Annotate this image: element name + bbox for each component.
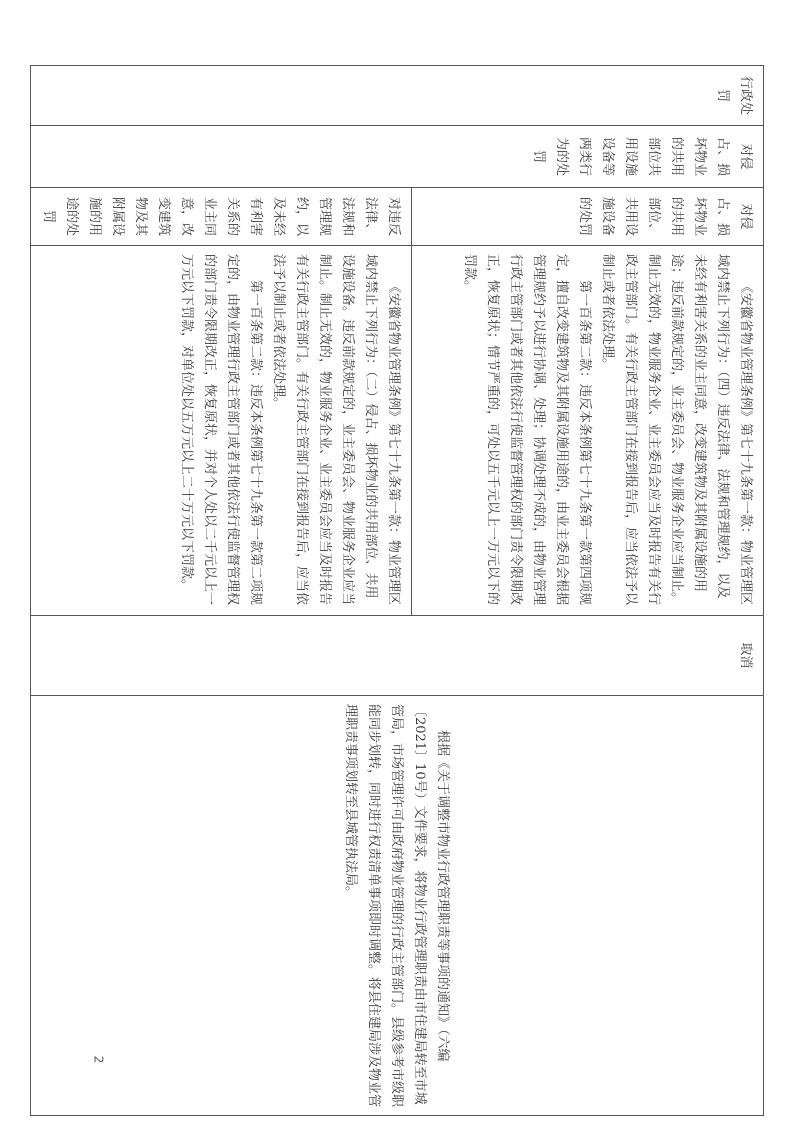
basis-1-para-1: 《安徽省物业管理条例》第七十九条第一款：物业管理区域内禁止下列行为：（四）违反法律、法规和管理规约，以及未经有利害关系的业主同意，改变建筑物及其附属设施的用途；违反前款规定的，业主委员会、物业服务企业应当制止。制止无效的，物业服务企业、业主委员会应当及时报告有关行政主管部门。有关行政主管部门在接到报告后，应当依法予以制止或者依法处理。 <box>600 254 753 606</box>
rotated-document-page <box>41 65 764 1115</box>
item-cell <box>31 126 764 188</box>
sub-item-2-name: 对违反法律、法规和管理规约，以及未经有利害关系的业主同意，改变建筑物及其附属设施的用途的处罚 <box>41 196 401 236</box>
sub-item-2-cell <box>31 188 412 246</box>
remark-cell <box>31 696 764 1116</box>
power-list-table <box>30 65 764 1116</box>
page-number <box>90 1056 109 1064</box>
sub-item-1-cell <box>412 188 764 246</box>
basis-1-cell <box>412 246 764 616</box>
category-cell <box>31 66 764 126</box>
basis-2-cell <box>31 246 412 616</box>
basis-2-para-2: 第一百条第二款：违反本条例第七十九条第一款第二项规定的，由物业管理行政主管部门或者其他依法行使监督管理权的部门责令限期改正，恢复原状，并对个人处以二千元以上一万元以下罚款，对单位处以五万元以上二十万元以下罚款。 <box>179 254 263 606</box>
category-text: 行政处罚 <box>715 75 753 115</box>
page-number-text: 2 <box>91 1055 106 1064</box>
basis-2-para-1: 《安徽省物业管理条例》第七十九条第一款：物业管理区域内禁止下列行为：（二）侵占、损坏物业的共用部位、共用设施设备。违反前款规定的，业主委员会、物业服务企业应当制止。制止无效的，物业服务企业、业主委员会应当及时报告有关行政主管部门。有关行政主管部门在接到报告后，应当依法予以制止或者依法处理。 <box>271 254 401 606</box>
remark-text: 根据《关于调整市物业行政管理职责等事项的通知》（六编〔2021〕10号）文件要求，将物业行政管理职责由市住建局转至市城管局，市场管理许可由政府物业管理的行政主管部门。县级参考市级职能同步划转，同时进行权责清单事项即时调整。将县住建局涉及物业管理职责事项划转至县城管执法局。 <box>343 704 451 1108</box>
sub-item-1-name: 对侵占、损坏物业的共用部位、共用设施设备的处罚 <box>577 196 753 236</box>
basis-1-para-2: 第一百条第二款：违反本条例第七十九条第一款第四项规定，擅自改变建筑物及其附属设施用途的，由业主委员会根据管理规约予以进行协调、处理；协调处理不成的，由物业管理行政主管部门或者其他依法行使监督管理权的部门责令限期改正，恢复原状；情节严重的，可处以五千元以上一万元以下的罚款。 <box>462 254 592 606</box>
item-text: 对侵占、损坏物业的共用部位共用设施设备等两类行为的处罚 <box>531 136 753 176</box>
measure-text: 取消 <box>738 642 753 669</box>
measure-cell <box>31 616 764 696</box>
